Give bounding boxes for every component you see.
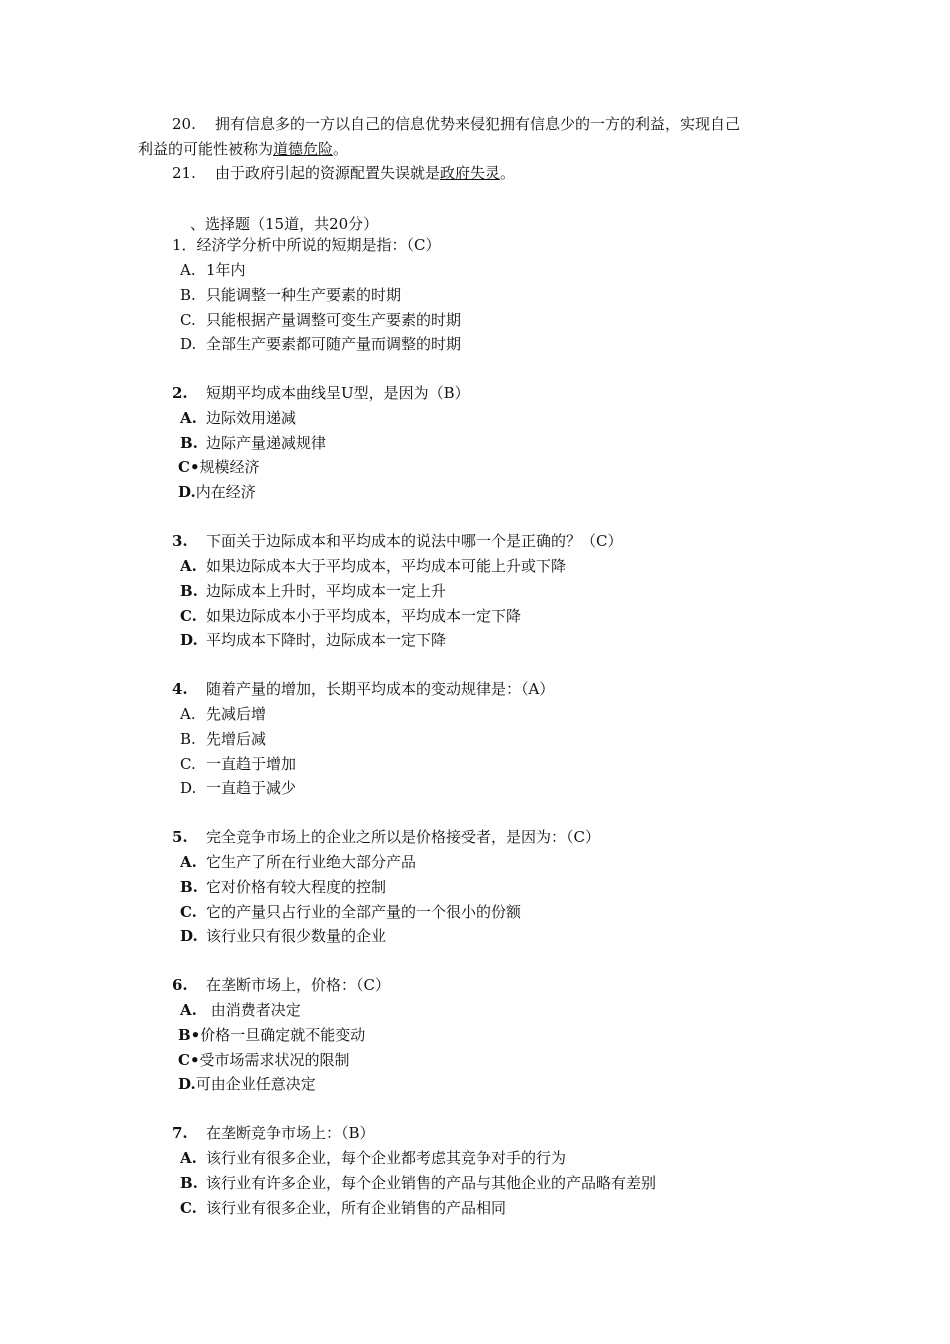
option-2b [180, 433, 326, 453]
option-1b [180, 285, 401, 305]
option-key: C• [178, 458, 200, 476]
question-number: 3. [172, 532, 188, 550]
question-3 [172, 531, 622, 551]
question-2 [172, 383, 470, 403]
option-text: 内在经济 [195, 483, 256, 501]
question-7 [172, 1123, 375, 1143]
fill-in-suffix: 。 [333, 140, 349, 158]
option-text: 该行业有很多企业，每个企业都考虑其竞争对手的行为 [206, 1149, 567, 1167]
option-key: B. [180, 1174, 198, 1192]
option-key: C• [178, 1051, 200, 1069]
option-5c [180, 902, 521, 922]
question-6 [172, 975, 390, 995]
option-key: B. [180, 878, 198, 896]
option-4c [180, 754, 296, 774]
option-text: 一直趋于减少 [206, 779, 297, 797]
option-text: 该行业有很多企业，所有企业销售的产品相同 [206, 1199, 507, 1217]
option-key: D. [178, 483, 196, 501]
option-key: C. [180, 755, 196, 773]
option-text: 一直趋于增加 [206, 755, 297, 773]
fill-in-text: 利益的可能性被称为 [138, 140, 274, 158]
option-text: 由消费者决定 [206, 1001, 301, 1019]
option-key: C. [180, 607, 197, 625]
section-title: 、选择题（15道，共20分） [190, 215, 379, 233]
option-text: 平均成本下降时，边际成本一定下降 [206, 631, 447, 649]
option-text: 先减后增 [206, 705, 267, 723]
question-text: 在垄断市场上，价格：（C） [206, 976, 390, 994]
option-key: B. [180, 730, 196, 748]
option-4b [180, 729, 266, 749]
option-7a [180, 1148, 566, 1168]
option-3a [180, 556, 566, 576]
option-text: 如果边际成本大于平均成本，平均成本可能上升或下降 [206, 557, 567, 575]
option-key: A. [180, 853, 197, 871]
option-1d [180, 334, 461, 354]
option-3d [180, 630, 446, 650]
option-text: 如果边际成本小于平均成本，平均成本一定下降 [206, 607, 522, 625]
option-text: 规模经济 [199, 458, 260, 476]
option-key: C. [180, 903, 197, 921]
option-text: 受市场需求状况的限制 [199, 1051, 350, 1069]
option-key: D. [180, 779, 197, 797]
question-text: 经济学分析中所说的短期是指：（C） [196, 236, 441, 254]
question-5 [172, 827, 600, 847]
option-key: A. [180, 705, 196, 723]
fill-in-answer: 道德危险 [273, 140, 334, 158]
option-key: B. [180, 582, 198, 600]
fill-in-text: 拥有信息多的一方以自己的信息优势来侵犯拥有信息少的一方的利益，实现自己 [214, 115, 740, 133]
option-key: C. [180, 311, 196, 329]
option-text: 它生产了所在行业绝大部分产品 [206, 853, 417, 871]
option-7c [180, 1198, 506, 1218]
option-1a [180, 260, 246, 280]
question-text: 随着产量的增加，长期平均成本的变动规律是：（A） [206, 680, 555, 698]
option-5d [180, 926, 386, 946]
option-2a [180, 408, 296, 428]
option-7b [180, 1173, 656, 1193]
question-text: 下面关于边际成本和平均成本的说法中哪一个是正确的？（C） [206, 532, 623, 550]
option-key: D. [180, 927, 198, 945]
option-key: A. [180, 261, 196, 279]
option-text: 1年内 [206, 261, 246, 279]
fill-in-text: 由于政府引起的资源配置失误就是 [214, 164, 440, 182]
option-text: 可由企业任意决定 [195, 1075, 316, 1093]
option-4d [180, 778, 296, 798]
option-key: A. [180, 1149, 197, 1167]
option-text: 边际效用递减 [206, 409, 297, 427]
question-number: 4. [172, 680, 188, 698]
fill-in-number: 21. [172, 164, 196, 182]
option-5a [180, 852, 416, 872]
option-2c [178, 457, 260, 477]
option-key: A. [180, 409, 197, 427]
option-text: 边际成本上升时，平均成本一定上升 [206, 582, 447, 600]
option-key: C. [180, 1199, 197, 1217]
option-key: B. [180, 434, 198, 452]
option-6d [178, 1074, 316, 1094]
option-text: 它的产量只占行业的全部产量的一个很小的份额 [206, 903, 522, 921]
question-number: 1． [172, 236, 197, 254]
option-1c [180, 310, 461, 330]
option-4a [180, 704, 266, 724]
question-text: 短期平均成本曲线呈U型，是因为（B） [206, 384, 470, 402]
question-4 [172, 679, 554, 699]
option-text: 它对价格有较大程度的控制 [206, 878, 387, 896]
option-6b [178, 1025, 365, 1045]
option-text: 该行业有许多企业，每个企业销售的产品与其他企业的产品略有差别 [206, 1174, 657, 1192]
option-text: 该行业只有很少数量的企业 [206, 927, 387, 945]
option-3c [180, 606, 521, 626]
option-text: 价格一旦确定就不能变动 [200, 1026, 366, 1044]
option-key: D. [180, 631, 198, 649]
option-text: 先增后减 [206, 730, 267, 748]
option-text: 只能根据产量调整可变生产要素的时期 [206, 311, 462, 329]
option-text: 边际产量递减规律 [206, 434, 327, 452]
option-key: D. [178, 1075, 196, 1093]
option-text: 全部生产要素都可随产量而调整的时期 [206, 335, 462, 353]
question-text: 完全竞争市场上的企业之所以是价格接受者，是因为：（C） [206, 828, 600, 846]
question-1 [172, 235, 441, 255]
question-number: 7. [172, 1124, 188, 1142]
option-key: A. [180, 557, 197, 575]
option-key: D. [180, 335, 197, 353]
option-5b [180, 877, 386, 897]
fill-in-number: 20. [172, 115, 196, 133]
fill-in-answer: 政府失灵 [439, 164, 500, 182]
question-number: 6. [172, 976, 188, 994]
option-key: B. [180, 286, 196, 304]
option-2d [178, 482, 256, 502]
fill-in-item-21 [172, 163, 515, 183]
option-text: 只能调整一种生产要素的时期 [206, 286, 402, 304]
option-key: B• [178, 1026, 201, 1044]
fill-in-suffix: 。 [499, 164, 515, 182]
question-number: 5. [172, 828, 188, 846]
question-text: 在垄断竞争市场上：（B） [206, 1124, 375, 1142]
question-number: 2. [172, 384, 188, 402]
option-6a [180, 1000, 301, 1020]
option-key: A. [180, 1001, 197, 1019]
fill-in-item-20-line1 [172, 114, 740, 134]
option-3b [180, 581, 446, 601]
fill-in-item-20-line2 [138, 139, 348, 159]
option-6c [178, 1050, 350, 1070]
